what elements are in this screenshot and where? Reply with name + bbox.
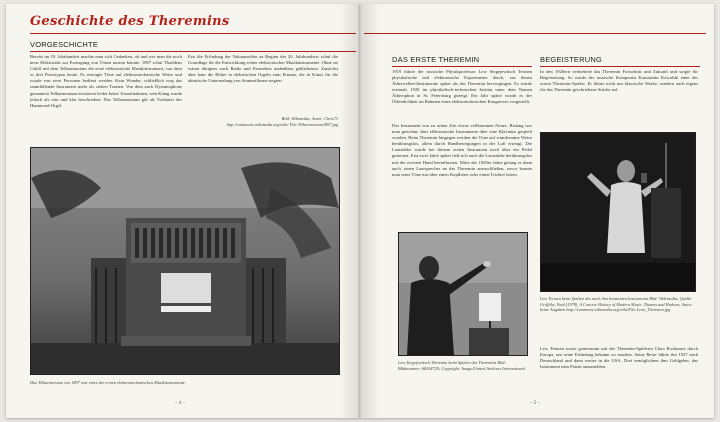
body-text-erste-theremin-1: 1919 führte der russische Physikprofessor Lew Sergejewitsch Termen physikalische und elektronische Experimente durch, aus denen Ätherwellen-Instrumente später als das Theremin hervorgingen. Es wurde erstmals 1920 im physikalisch-technischen Institut unter dem Namen Ätherophon in St. Petersburg gezeigt. Ein Jahr später wurde es der Öffentlichkeit im Rahmen eines elektrotechnischen Kongresses vorgestellt. [392,69,532,105]
lew-termen-photo [540,132,696,292]
chapter-title: Geschichte des Theremins [30,14,230,29]
telharmonium-caption: Das Telharmonium von 1897 war eines der ersten elektromechanischen Musikinstrumente. [30,380,187,385]
image-credit: Bild: Wikimedia; Autor: Chris73 http://commons.wikimedia.org/wiki/ File:Telharmonium1897.jpg [226,116,338,127]
title-rule-right [364,33,706,34]
telharmonium-photo [30,147,340,375]
section-heading-erste-theremin: DAS ERSTE THEREMIN [392,55,480,64]
body-text-erste-theremin-2: Das Instrument war zu seiner Zeit etwas vollkommen Neues. Bislang war man gewohnt, dass elektronische Instrumente über eine Klaviatur gespielt wurden. Beim Theremin hingegen werden die Töne auf wundersame Weise berührungslos, allein durch Handbewegungen in der Luft erzeugt. Die Lautstärke wurde bei diesem ersten Instrument noch über ein Pedal gesteuert. Erst zwei Jahre später ließ sich auch die Lautstärke berührungslos mit der zweiten Hand beeinflussen. Mitte der 1920er Jahre gelang es dann auch, einen Lautsprecher an das Theremin anzuschließen, zuvor konnte man seine Töne nur über einen Kopfhörer oder einen Trichter hören. [392,123,532,177]
theremin-player-caption: Lew Sergejewitsch Theremin beim Spielen des Theremins Bild: Bildnummer: 68204729; Copyright: Imago/United Archives International [398,360,525,371]
body-text-begeisterung-2: Lew Termen tourte gemeinsam mit der Theremin-Spielerin Clara Rockmore durch Europa, um seine Erfindung bekannt zu machen. Seine Reise führte ihn 1927 nach Deutschland und dann weiter in die USA. Dort ermöglichten ihm Geldgeber, das Instrument zum Patent anzumelden. [540,346,698,370]
title-rule-left [30,33,356,34]
section-heading-begeisterung: BEGEISTERUNG [540,55,602,64]
theremin-player-photo [398,232,528,356]
section-rule [392,66,532,67]
body-text-begeisterung-1: In den 1920ern verbreitete das Theremin Fortschritt und Zukunft und sorgte für Begeisterung. So wurde der russische Komponist Konstantin Kowalski einer der ersten Theremin-Spieler. Er führte nicht nur klassische Werke, sondern auch eigens für das Theremin geschriebene Stücke auf. [540,69,698,93]
section-rule [30,51,356,52]
page-number-left: – 4 – [175,401,185,406]
body-column-1: Bereits im 19. Jahrhundert machte man sich Gedanken, ob und wie man die noch neue Elektrizität zur Erzeugung von Tönen nutzen könnte. 1897 schuf Thaddeus Cahill mit dem Telharmonium die erste elektronische Musikinstrument, von dem es drei Prototypen heute. Es erzeugte Töne auf elektromechanische Weise und wurde von zwei Personen bedient werden. Kein Wunder, schließlich weg das raumfüllende Instrument mehr als sieben Tonnen. Von dem auch Dynamophone genannten Telharmonium existieren leider keine Tonaufnahmen, sein Klang wurde jedoch als rein und klar beschrieben. Das Telharmonium gilt als Vorläufer der Hammond-Orgel. [30,54,182,108]
section-heading-vorgeschichte: VORGESCHICHTE [30,40,99,49]
body-column-2: Erst die Erfindung der Vakuumröhre zu Beginn des 20. Jahrhunderts schuf die Grundlage für die Entwicklung echter elektronischer Musikinstrumente. Ohne sie wären übrigens auch Radio und Fernsehen undenkbar gebliebenen. Zunächst aber kam die Röhre in elektrischen Orgeln zum Einsatz, die in Kinos für die akustische Untermalung von Stummfilmen sorgten. [188,54,338,84]
telharmonium-image [31,148,339,374]
lew-termen-image [541,133,695,291]
page-number-right: – 5 – [530,401,540,406]
lew-termen-caption: Lew Termen beim Spielen des nach ihm benannten Instruments Bild: Wikimedia; Quelle: Griffiths, Paul (1978). A Concise History of Modern Music. Thames and Hudson; Autor: keine Angaben http://commons.wikimedia.org/wiki/File:Leon_Theremin.jpg [540,296,693,313]
theremin-player-image [399,233,527,355]
section-rule [540,66,700,67]
